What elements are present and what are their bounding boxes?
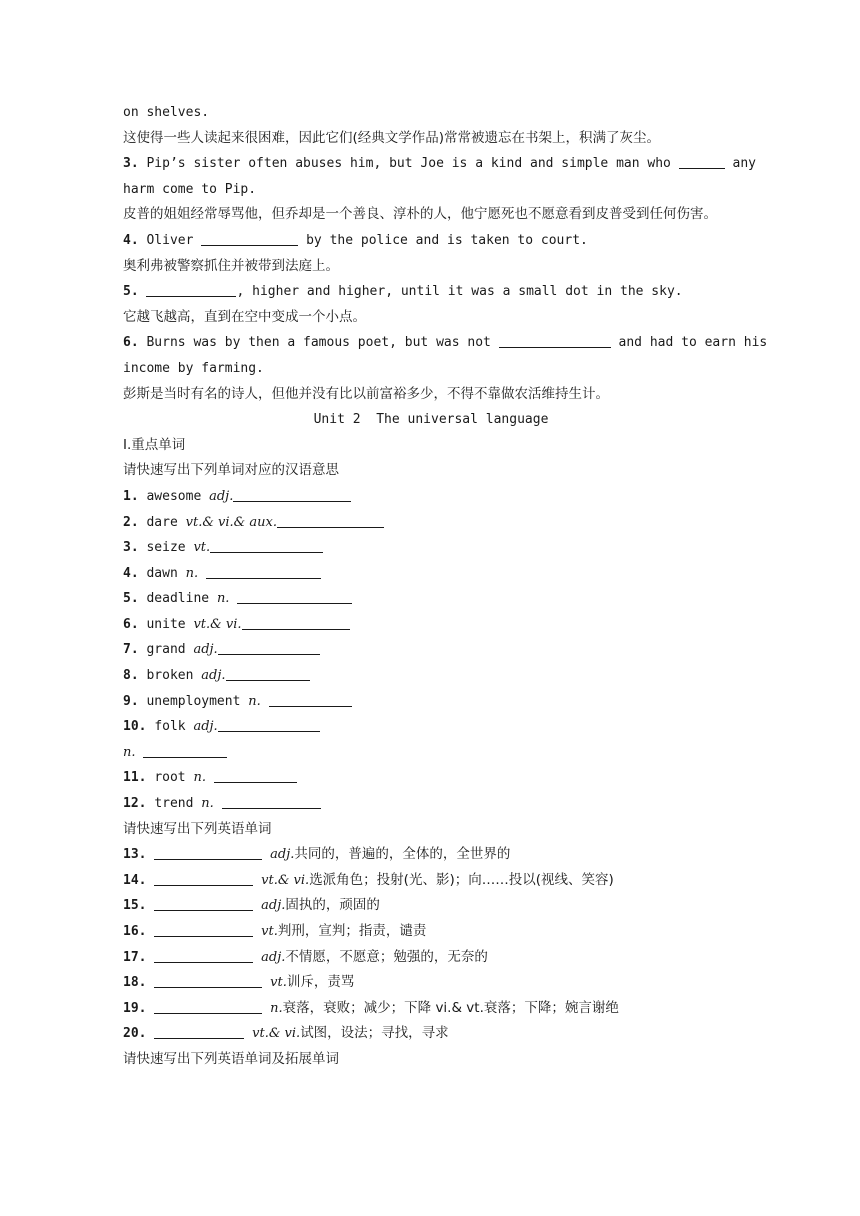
answer-blank[interactable] (201, 230, 298, 246)
translation-line: 它越飞越高，直到在空中变成一个小点。 (123, 308, 366, 325)
word-item (123, 510, 739, 536)
part-of-speech: n. (248, 693, 261, 709)
sentence-text: and had to earn his (610, 335, 768, 351)
answer-blank[interactable] (154, 921, 253, 937)
meaning: 训斥，责骂 (286, 974, 355, 991)
answer-blank[interactable] (154, 895, 253, 911)
word: broken (146, 668, 194, 684)
answer-blank[interactable] (146, 281, 236, 297)
sentence-item-4 (123, 228, 739, 254)
part-of-speech: vt. (270, 975, 287, 991)
meaning: 试图，设法；寻找，寻求 (300, 1025, 449, 1042)
sentence-text: by the police and is taken to court. (298, 232, 588, 248)
word-item (123, 740, 739, 766)
item-number: 9. (123, 693, 139, 709)
answer-blank[interactable] (214, 767, 297, 783)
instruction: 请快速写出下列单词对应的汉语意思 (123, 462, 339, 479)
sentence-text: Pip’s sister often abuses him, but Joe is a kind and simple man who (138, 156, 679, 172)
item-number: 17. (123, 949, 147, 965)
answer-blank[interactable] (154, 870, 253, 886)
sentence-text: Oliver (138, 232, 202, 248)
word: trend (154, 796, 194, 812)
answer-blank[interactable] (154, 972, 262, 988)
part-of-speech: vt.& vi. (261, 872, 310, 888)
item-number: 6. (123, 616, 139, 632)
part-of-speech: adj. (270, 847, 295, 863)
item-number: 16. (123, 924, 147, 939)
meaning: 不情愿，不愿意；勉强的，无奈的 (285, 948, 488, 965)
sentence-continuation: income by farming. (123, 360, 264, 376)
word: root (154, 770, 186, 786)
item-number: 18. (123, 975, 147, 991)
part-of-speech: adj. (193, 642, 218, 658)
definition-item (123, 970, 739, 996)
sentence-text: , higher and higher, until it was a small dot in the sky. (236, 284, 683, 300)
definition-item (123, 996, 739, 1022)
translation-line: 这使得一些人读起来很困难，因此它们(经典文学作品)常常被遗忘在书架上，积满了灰尘。 (123, 129, 661, 146)
answer-blank[interactable] (143, 742, 227, 758)
part-of-speech: n. (193, 770, 206, 786)
answer-blank[interactable] (154, 844, 262, 860)
meaning: 选派角色；投射(光、影)；向……投以(视线、笑容) (309, 871, 614, 888)
word-item (123, 561, 739, 587)
item-number: 3. (123, 540, 139, 556)
item-number: 5. (123, 591, 139, 607)
definition-item (123, 945, 739, 971)
word-item (123, 484, 739, 510)
item-number: 11. (123, 770, 147, 786)
answer-blank[interactable] (206, 563, 321, 579)
part-of-speech: n. (185, 565, 199, 581)
word: grand (146, 642, 186, 658)
item-number: 6. (123, 335, 139, 351)
answer-blank[interactable] (154, 998, 262, 1014)
item-number: 13. (123, 847, 147, 863)
part-of-speech: adj. (201, 668, 226, 684)
word-item (123, 612, 739, 638)
word-item (123, 535, 739, 561)
translation-line: 奥利弗被警察抓住并被带到法庭上。 (123, 257, 339, 274)
item-number: 2. (123, 514, 139, 530)
instruction: 请快速写出下列英语单词 (123, 820, 272, 837)
part-of-speech: adj. (261, 949, 286, 965)
answer-blank[interactable] (277, 512, 384, 528)
answer-blank[interactable] (237, 588, 352, 604)
part-of-speech: n. (123, 744, 136, 760)
word-item (123, 663, 739, 689)
answer-blank[interactable] (233, 486, 351, 502)
word-item (123, 637, 739, 663)
answer-blank[interactable] (222, 793, 321, 809)
meaning: 固执的，顽固的 (285, 897, 380, 914)
word: dawn (146, 565, 178, 581)
answer-blank[interactable] (242, 614, 350, 630)
sentence-item-6 (123, 330, 768, 356)
answer-blank[interactable] (210, 537, 323, 553)
part-of-speech: n. (216, 591, 230, 607)
part-of-speech: vt.& vi. (193, 616, 242, 632)
answer-blank[interactable] (218, 639, 320, 655)
item-number: 3. (123, 156, 139, 172)
answer-blank[interactable] (154, 1023, 244, 1039)
word: deadline (146, 591, 210, 607)
item-number: 7. (123, 642, 139, 658)
item-number: 1. (123, 488, 139, 504)
item-number: 20. (123, 1026, 147, 1042)
word: awesome (146, 488, 202, 504)
part-of-speech: vt.& vi.& aux. (185, 514, 277, 530)
word-item (123, 765, 739, 791)
item-number: 5. (123, 284, 139, 300)
answer-blank[interactable] (154, 947, 253, 963)
item-number: 12. (123, 796, 147, 812)
word: folk (154, 719, 186, 735)
answer-blank[interactable] (218, 716, 320, 732)
item-number: 14. (123, 872, 147, 888)
sentence-continuation: harm come to Pip. (123, 181, 257, 197)
part-of-speech: n. (270, 1000, 283, 1016)
definition-item (123, 1021, 739, 1047)
word-item (123, 689, 739, 715)
answer-blank[interactable] (679, 153, 725, 169)
part-of-speech: adj. (261, 898, 286, 914)
meaning: 衰落，衰败；减少；下降 vi.& vt.衰落；下降；婉言谢绝 (282, 999, 619, 1016)
part-of-speech: adj. (193, 719, 218, 735)
word-item (123, 714, 739, 740)
word: unemployment (146, 693, 241, 709)
item-number: 4. (123, 232, 139, 248)
word: seize (146, 540, 186, 556)
item-number: 10. (123, 719, 147, 735)
item-number: 19. (123, 1000, 147, 1016)
answer-blank[interactable] (499, 332, 611, 348)
definition-item (123, 919, 739, 945)
meaning: 判刑，宣判；指责，谴责 (277, 923, 427, 939)
definition-item (123, 842, 739, 868)
meaning: 共同的，普遍的，全体的，全世界的 (294, 846, 511, 863)
definition-item (123, 893, 739, 919)
part-of-speech: n. (201, 796, 214, 812)
part-of-speech: vt. (193, 540, 211, 556)
part-of-speech: vt. (261, 924, 278, 939)
text-line: on shelves. (123, 105, 210, 120)
translation-line: 皮普的姐姐经常辱骂他，但乔却是一个善良、淳朴的人，他宁愿死也不愿意看到皮普受到任何伤害。 (123, 206, 717, 223)
sentence-item-5 (123, 279, 739, 305)
instruction: 请快速写出下列英语单词及拓展单词 (123, 1050, 339, 1067)
translation-line: 彭斯是当时有名的诗人，但他并没有比以前富裕多少，不得不靠做农活维持生计。 (123, 385, 609, 402)
part-of-speech: vt.& vi. (252, 1026, 301, 1042)
sentence-text: any (724, 156, 757, 172)
sentence-text (139, 284, 147, 299)
definition-item (123, 868, 739, 894)
part-of-speech: adj. (209, 488, 234, 504)
answer-blank[interactable] (226, 665, 310, 681)
item-number: 15. (123, 898, 147, 914)
item-number: 8. (123, 668, 139, 684)
sentence-item-3 (123, 151, 757, 177)
section-heading: Ⅰ.重点单词 (123, 436, 186, 453)
unit-title: Unit 2 The universal language (313, 412, 549, 428)
word-item (123, 586, 739, 612)
sentence-text: Burns was by then a famous poet, but was not (138, 335, 499, 351)
word: unite (146, 616, 186, 632)
word-item (123, 791, 739, 817)
item-number: 4. (123, 565, 139, 581)
answer-blank[interactable] (269, 691, 352, 707)
document-page (123, 100, 768, 1073)
word: dare (146, 514, 178, 530)
